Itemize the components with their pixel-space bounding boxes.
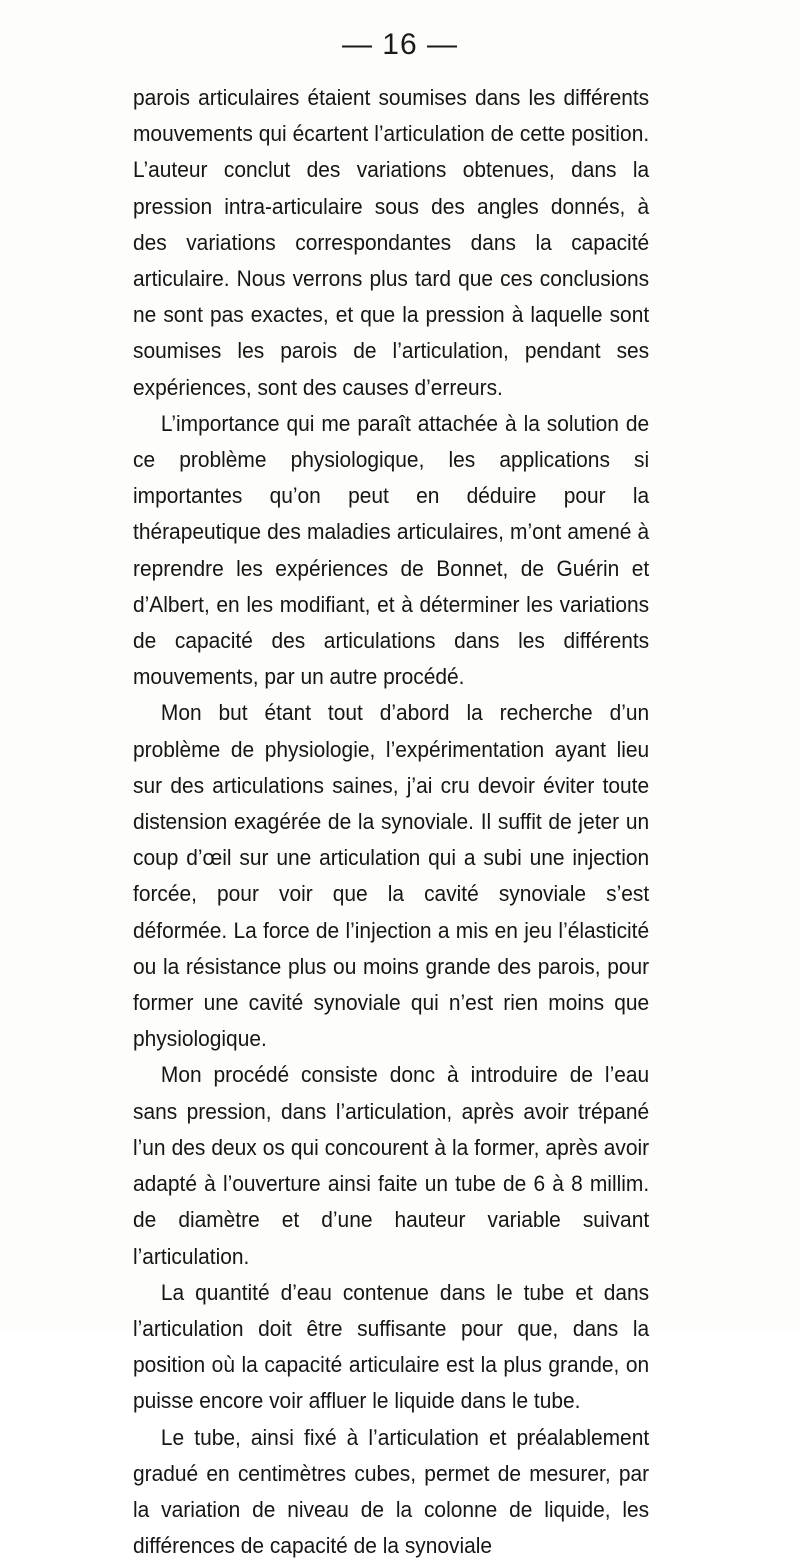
paragraph-4: Mon procédé consiste donc à introduire de l’eau sans pression, dans l’articulation, après avoir trépané l’un des deux os qui concourent à la former, après avoir adapté à l’ouverture ainsi faite un tube de 6 à 8 millim. de diamètre et d’une hauteur variable suivant l’articulation. (133, 1062, 650, 1269)
paragraph-3: Mon but étant tout d’abord la recherche d’un problème de physiologie, l’expérimentation ayant lieu sur des articulations saines, j’ai cru devoir éviter toute distension exagérée de la synoviale. Il suffit de jeter un coup d’œil sur une articulation qui a subi une injection forcée, pour voir que la cavité synoviale s’est déformée. La force de l’injection a mis en jeu l’élasticité ou la résistance plus ou moins grande des parois, pour former une cavité synoviale qui n’est rien moins que physiologique. (133, 700, 650, 1052)
body-text (133, 80, 649, 1564)
paragraph-6: Le tube, ainsi fixé à l’articulation et préalablement gradué en centimètres cubes, permet de mesurer, par la variation de niveau de la colonne de liquide, les différences de capacité de la synoviale (133, 1424, 650, 1559)
paragraph-2: L’importance qui me paraît attachée à la solution de ce problème physiologique, les applications si importantes qu’on peut en déduire pour la thérapeutique des maladies articulaires, m’ont amené à reprendre les expériences de Bonnet, de Guérin et d’Albert, en les modifiant, et à déterminer les variations de capacité des articulations dans les différents mouvements, par un autre procédé. (133, 410, 650, 690)
paragraph-1: parois articulaires étaient soumises dans les différents mouvements qui écartent l’articulation de cette position. L’auteur conclut des variations obtenues, dans la pression intra-articulaire sous des angles donnés, à des variations correspondantes dans la capacité articulaire. Nous verrons plus tard que ces conclusions ne sont pas exactes, et que la pression à laquelle sont soumises les parois de l’articulation, pendant ses expériences, sont des causes d’erreurs. (133, 85, 650, 400)
paragraph-5: La quantité d’eau contenue dans le tube et dans l’articulation doit être suffisante pour que, dans la position où la capacité articulaire est la plus grande, on puisse encore voir affluer le liquide dans le tube. (133, 1279, 650, 1414)
page-number: — 16 — (341, 28, 459, 61)
